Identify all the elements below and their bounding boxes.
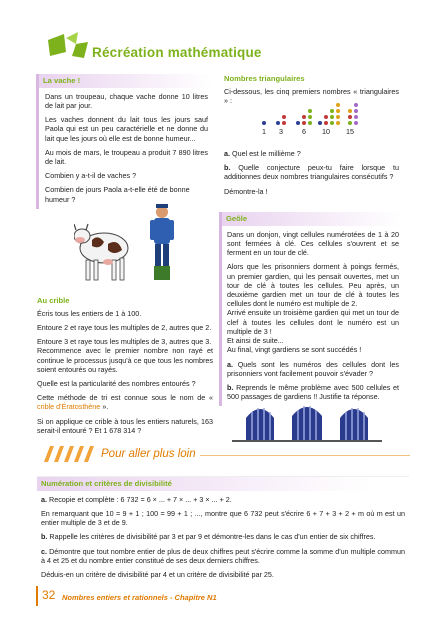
divisibilite-title: Numération et critères de divisibilité: [41, 479, 172, 488]
tri-qa-text: Quel est le millième ?: [232, 149, 301, 158]
crible-p6: [37, 393, 213, 411]
cow-farmer-illustration: [74, 200, 194, 290]
triangular-labels: [254, 127, 364, 137]
crible-p6b: ».: [102, 402, 109, 412]
geole-p1: Dans un donjon, vingt cellules numérotées de 1 à 20 sont fermées à clé. Ces cellules s'ouvrent et se ferment en un tour de clé.: [227, 229, 399, 258]
vache-title: La vache !: [43, 76, 81, 85]
crible-p7: Si on applique ce crible à tous les entiers naturels, 163 serait-il entouré ? Et 1 678 314 ?: [37, 416, 213, 435]
vache-p4: Combien y a-t-il de vaches ?: [45, 171, 137, 181]
dungeon-illustration: [232, 396, 382, 442]
div-rem: En remarquant que 10 = 9 + 1 ; 100 = 99 + 1 ; ..., montre que 6 732 peut s'écrire 6 + 7 + 3 + 2 + m où m est un entier multiple de 3 et de 9.: [41, 508, 405, 528]
triangulaires-questions: [224, 149, 399, 201]
div-a: [41, 495, 405, 504]
geole-title: Geôle: [226, 214, 248, 223]
crible-p2: Entoure 2 et raye tous les multiples de 2, autres que 2.: [37, 322, 212, 332]
div-b-label: b.: [41, 532, 48, 542]
div-b-text: Rappelle les critères de divisibilité par 3 et par 9 et démontre-les dans le cas d'un entier de six chiffres.: [49, 532, 376, 542]
header-logo: [46, 30, 90, 62]
crible-section: [37, 296, 213, 440]
triangulaires-intro: Ci-dessous, les cinq premiers nombres « triangulaires » :: [224, 86, 399, 105]
triangulaires-qa: [224, 149, 399, 158]
div-c-text: Démontre que tout nombre entier de plus de deux chiffres peut s'écrire comme la somme d'un multiple commun à 4 et 25 et du nombre entier constitué de ses deux derniers chiffres.: [41, 546, 405, 565]
crible-p3: Entoure 3 et raye tous les multiples de 3, autres que 3.: [37, 337, 212, 347]
div-d: Déduis-en un critère de divisibilité par 4 et un critère de divisibilité par 25.: [41, 570, 274, 580]
divisibilite-section: [37, 476, 409, 584]
pour-aller-stripes: [38, 446, 98, 462]
tri-label-10: 10: [322, 127, 330, 136]
triangulaires-title: Nombres triangulaires: [224, 74, 305, 83]
tri-label-15: 15: [346, 127, 354, 136]
geole-qb-label: b.: [227, 383, 234, 392]
geole-qb-text: Reprends le même problème avec 500 cellules et 500 passages de gardiens !! Justifie ta réponse.: [227, 383, 400, 402]
pour-aller-title: Pour aller plus loin: [101, 448, 196, 460]
pour-aller-rule: [200, 455, 410, 456]
footer-chapter: Nombres entiers et rationnels - Chapitre N1: [62, 593, 217, 602]
tri-label-1: 1: [262, 127, 266, 136]
vache-header: [39, 74, 212, 88]
vache-p1: Dans un troupeau, chaque vache donne 10 litres de lait par jour.: [45, 91, 208, 110]
crible-title: Au crible: [37, 296, 70, 305]
tri-qb-label: b.: [224, 163, 231, 173]
geole-box: [219, 212, 401, 406]
vache-p2: Les vaches donnent du lait tous les jours sauf Paola qui est un peu caractérielle et ne donne du lait que les jours où elle est de bonne humeur...: [45, 115, 208, 143]
geole-header: [222, 212, 401, 226]
tri-label-3: 3: [279, 127, 283, 136]
divisibilite-header: [37, 477, 409, 491]
tri-qb-text: Quelle conjecture peux-tu faire lorsque tu additionnes deux nombres triangulaires consécutifs ?: [224, 163, 399, 182]
geole-p5: Au final, vingt gardiens se sont succédés !: [227, 345, 362, 355]
vache-p5: Combien de jours Paola a-t-elle été de bonne humeur ?: [45, 185, 190, 204]
crible-p4: Recommence avec le premier nombre non rayé et continue le processus jusqu'à ce que tous les nombres soient entourés ou rayés.: [37, 346, 213, 374]
geole-p4: Et ainsi de suite...: [227, 336, 284, 346]
triangulaires-qb: [224, 163, 399, 181]
triangulaires-demo: Démontre-la !: [224, 186, 268, 196]
geole-qa: [227, 360, 399, 378]
eratosthene-link[interactable]: crible d'Ératosthène: [37, 402, 101, 412]
geole-p2: Alors que les prisonniers dorment à poings fermés, un premier gardien, qui les pensait ouvertes, met un tour de clé à toutes les cellules. Peu après, un deuxième gardien met un tour de clé à toutes les cellules dont le numéro est multiple de 2.: [227, 262, 399, 309]
div-a-text: Recopie et complète : 6 732 = 6 × ... + 7 × ... + 3 × ... + 2.: [49, 494, 232, 504]
tri-label-6: 6: [302, 127, 306, 136]
footer-rule: [36, 586, 38, 606]
crible-p5: Quelle est la particularité des nombres entourés ?: [37, 379, 196, 389]
geole-p3: Arrivé ensuite un troisième gardien qui met un tour de clef à toutes les cellules dont le numéro est un multiple de 3 !: [227, 308, 399, 336]
crible-p6a: Cette méthode de tri est connue sous le nom de «: [37, 393, 213, 403]
geole-qa-label: a.: [227, 359, 233, 369]
page-header-title: Récréation mathématique: [92, 45, 262, 60]
tri-qa-label: a.: [224, 149, 230, 158]
geole-qa-text: Quels sont les numéros des cellules dont les prisonniers vont facilement pouvoir s'évader ?: [227, 359, 399, 378]
div-b: [41, 532, 405, 541]
crible-p1: Écris tous les entiers de 1 à 100.: [37, 308, 142, 318]
vache-box: [36, 74, 212, 209]
div-c: [41, 547, 405, 565]
div-a-label: a.: [41, 494, 47, 504]
vache-p3: Au mois de mars, le troupeau a produit 7 890 litres de lait.: [45, 147, 208, 167]
div-c-label: c.: [41, 546, 47, 556]
page-number: 32: [42, 588, 56, 602]
